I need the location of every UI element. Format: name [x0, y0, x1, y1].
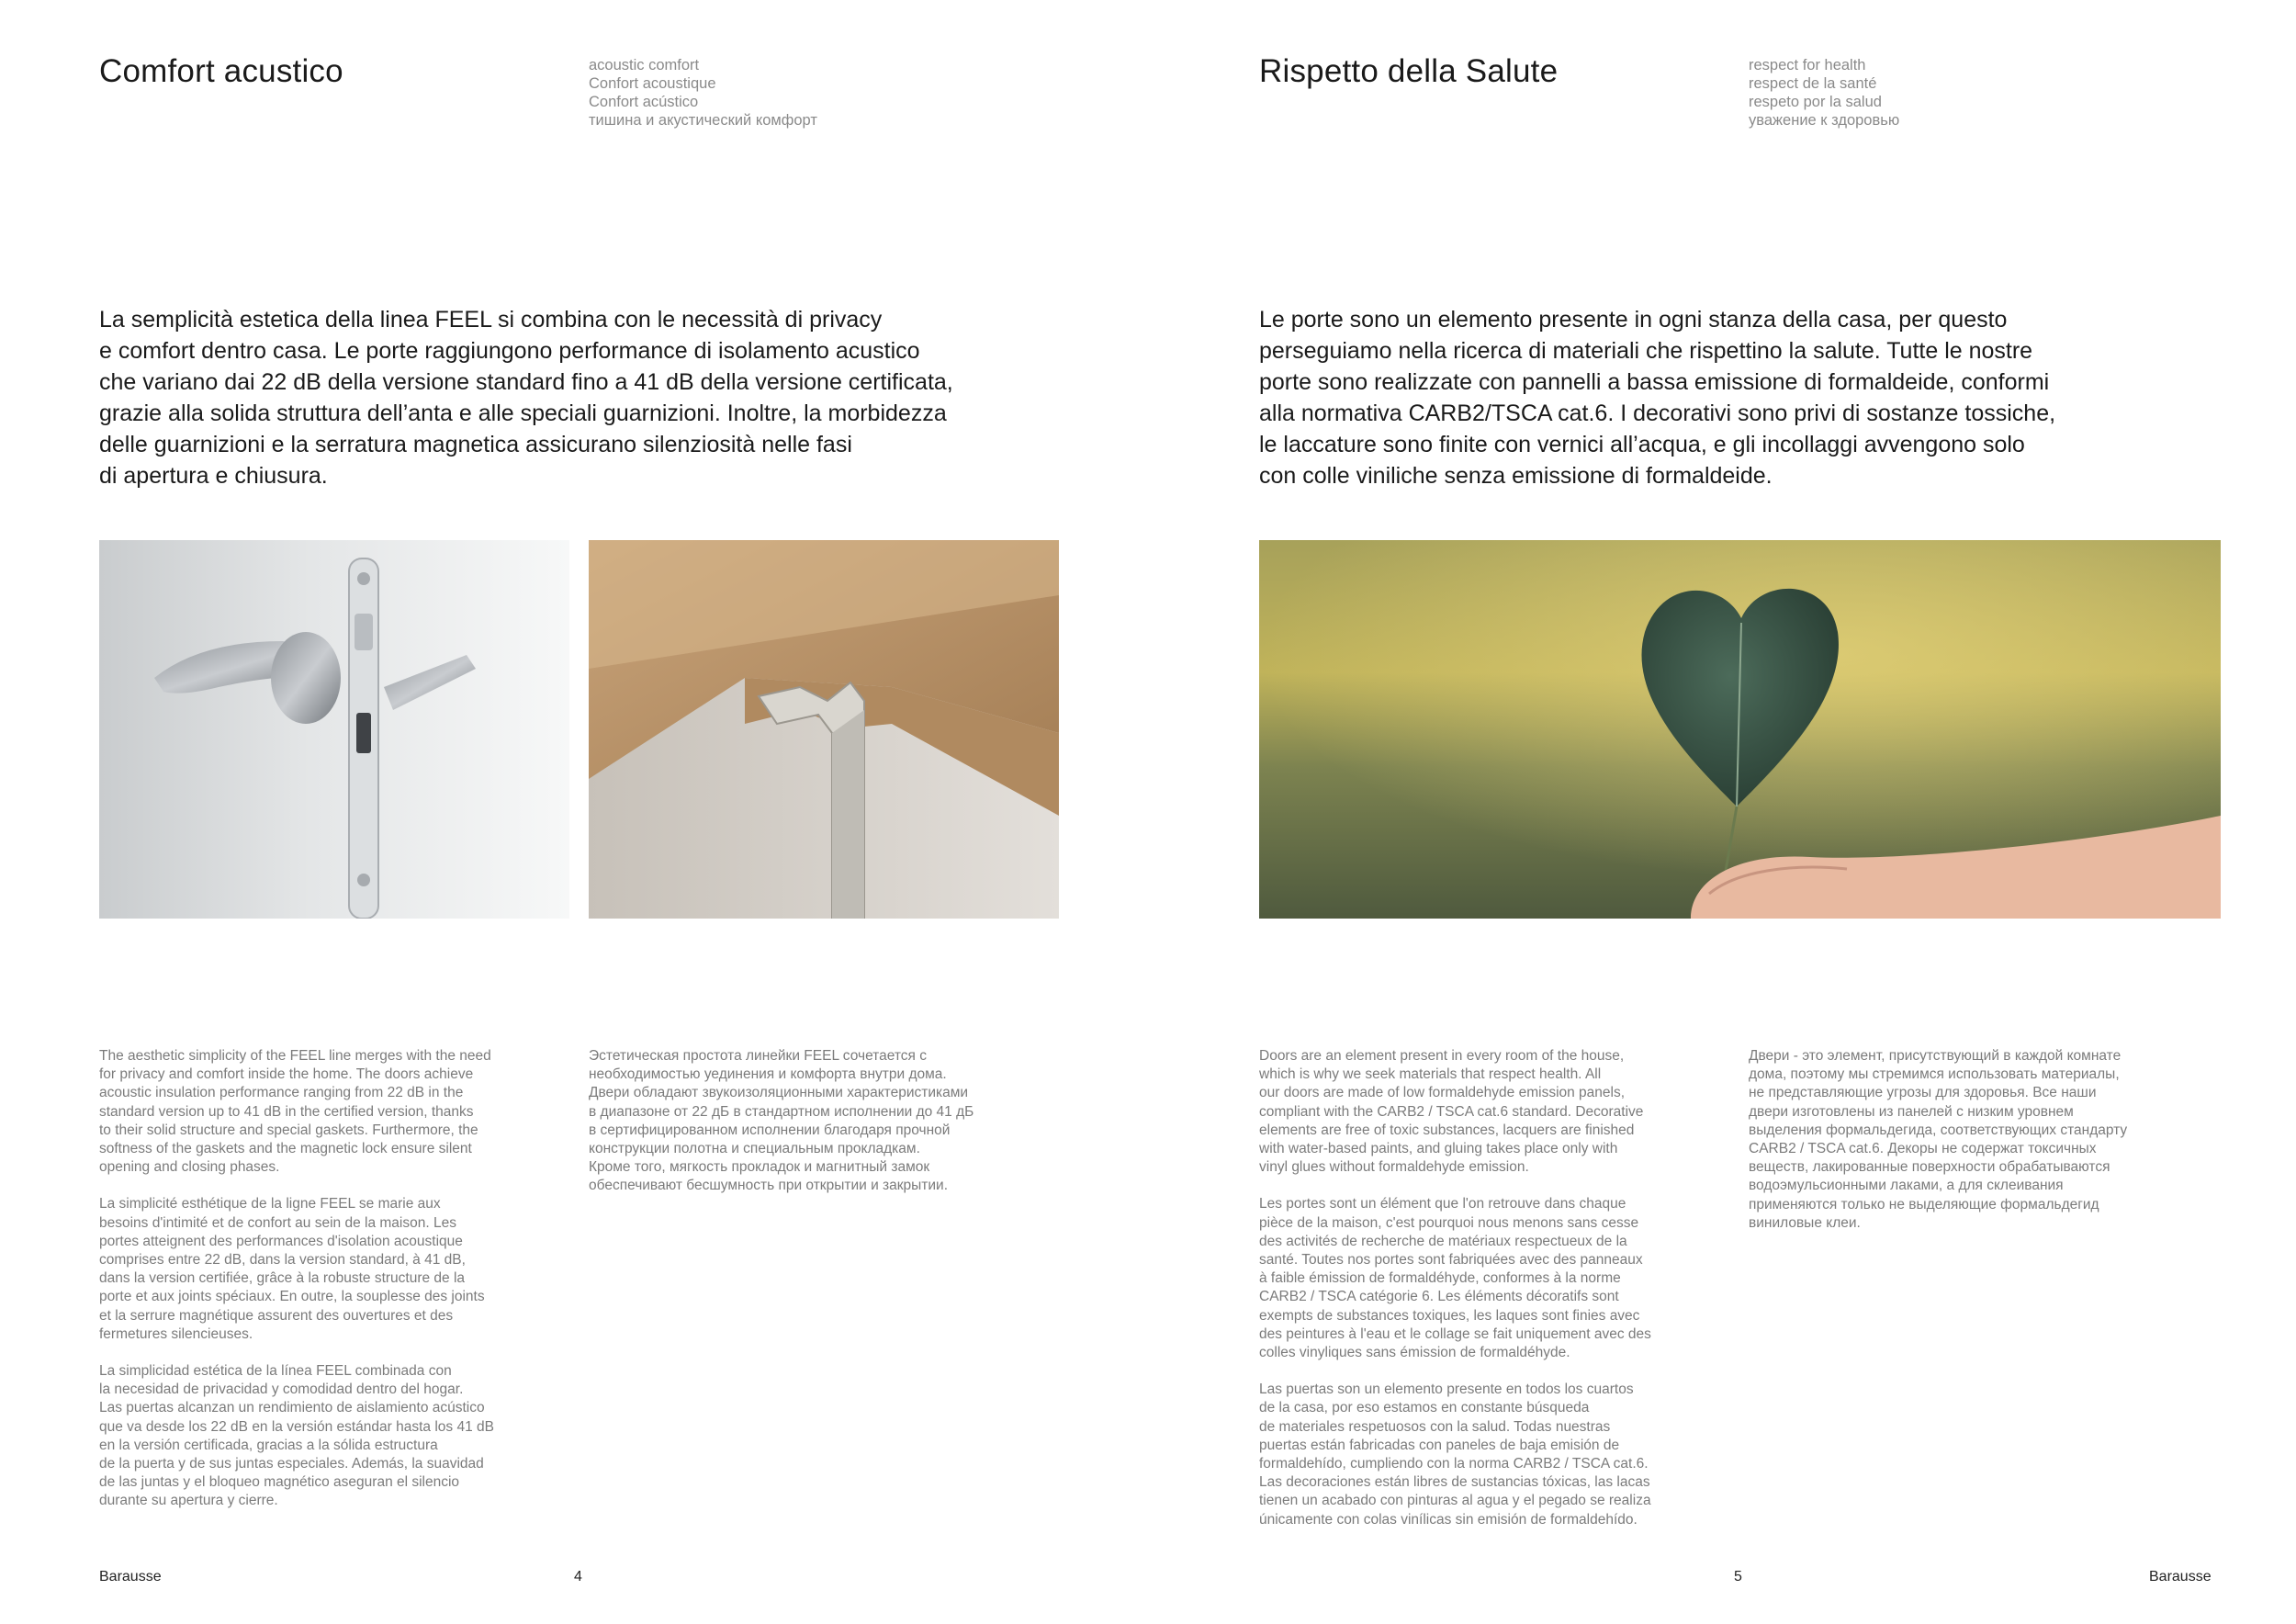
paragraph-ru: Эстетическая простота линейки FEEL сочетается с необходимостью уединения и комфорта внутри дома. Двери обладают звукоизоляционными характеристиками в диапазоне от 22 дБ в стандартном исполнении до 41 дБ в сертифицированном исполнении благодаря прочной конструкции полотна и специальным прокладкам. Кроме того, мягкость прокладок и магнитный замок обеспечивают бесшумность при открытии и закрытии.: [589, 1048, 974, 1194]
subtitle-es: Confort acústico: [589, 94, 699, 110]
lead-line: che variano dai 22 dB della versione standard fino a 41 dB della versione certificata,: [99, 369, 953, 395]
subtitle-es: respeto por la salud: [1749, 94, 1882, 110]
subtitle-fr: respect de la santé: [1749, 75, 1877, 92]
paragraph-fr: Les portes sont un élément que l'on retrouve dans chaque pièce de la maison, c'est pourquoi nous menons sans cesse des activités de recherche de matériaux respectueux de la santé. Toutes nos portes sont fabriquées avec des panneaux à faible émission de formaldéhyde, conformes à la norme CARB2 / TSCA catégorie 6. Les éléments décoratifs sont exempts de substances toxiques, les laques sont finies avec des peintures à l'eau et le collage se fait uniquement avec des colles vinyliques sans émission de formaldéhyde.: [1259, 1196, 1651, 1361]
right-text-column-2: [1749, 1047, 2219, 1251]
lead-line: le laccature sono finite con vernici all’acqua, e gli incollaggi avvengono solo: [1259, 432, 2025, 457]
paragraph-en: The aesthetic simplicity of the FEEL line merges with the need for privacy and comfort inside the home. The doors achieve acoustic insulation performance ranging from 22 dB in the standard version up to 41 dB in the certified version, thanks to their solid structure and special gaskets. Furthermore, the softness of the gaskets and the magnetic lock ensure silent opening and closing phases.: [99, 1048, 491, 1176]
footer-brand-left: Barausse: [99, 1569, 162, 1585]
heart-leaf-photo: [1259, 540, 2221, 919]
paragraph-es: Las puertas son un elemento presente en todos los cuartos de la casa, por eso estamos en constante búsqueda de materiales respetuosos con la salud. Todas nuestras puertas están fabricadas con paneles de baja emisión de formaldehído, cumpliendo con la norma CARB2 / TSCA cat.6. Las decoraciones están libres de sustancias tóxicas, las lacas tienen un acabado con pinturas al agua y el pegado se realiza únicamente con colas vinílicas sin emisión de formaldehído.: [1259, 1382, 1651, 1528]
subtitle-ru: тишина и акустический комфорт: [589, 112, 817, 129]
subtitle-ru: уважение к здоровью: [1749, 112, 1900, 129]
door-handle-photo: [99, 540, 569, 919]
paragraph-ru: Двери - это элемент, присутствующий в каждой комнате дома, поэтому мы стремимся использовать материалы, не представляющие угрозы для здоровья. Все наши двери изготовлены из панелей с низким уровнем выделения формальдегида, соответствующих стандарту CARB2 / TSCA cat.6. Декоры не содержат токсичных веществ, лакированные поверхности обрабатываются водоэмульсионными лаками, а для склеивания применяются только не выделяющие формальдегид виниловые клеи.: [1749, 1048, 2128, 1231]
right-text-column-1: [1259, 1047, 1729, 1548]
right-page-title: Rispetto della Salute: [1259, 53, 1559, 89]
left-text-column-2: [589, 1047, 1059, 1214]
lead-line: e comfort dentro casa. Le porte raggiungono performance di isolamento acustico: [99, 338, 920, 364]
paragraph-en: Doors are an element present in every room of the house, which is why we seek materials that respect health. All our doors are made of low formaldehyde emission panels, compliant with the CARB2 / TSCA cat.6 standard. Decorative elements are free of toxic substances, lacquers are finished with water-based paints, and gluing takes place only with vinyl glues without formaldehyde emission.: [1259, 1048, 1644, 1176]
lead-line: La semplicità estetica della linea FEEL si combina con le necessità di privacy: [99, 307, 883, 333]
paragraph-es: La simplicidad estética de la línea FEEL combinada con la necesidad de privacidad y comodidad dentro del hogar. Las puertas alcanzan un rendimiento de aislamiento acústico que va desde los 22 dB en la versión estándar hasta los 41 dB en la versión certificada, gracias a la sólida estructura de la puerta y de sus juntas especiales. Además, la suavidad de las juntas y el bloqueo magnético aseguran el silencio durante su apertura y cierre.: [99, 1363, 494, 1509]
lead-line: con colle viniliche senza emissione di formaldeide.: [1259, 463, 1773, 489]
left-text-column-1: [99, 1047, 569, 1529]
lead-line: grazie alla solida struttura dell’anta e alle speciali guarnizioni. Inoltre, la morbidezza: [99, 400, 947, 426]
lead-line: di apertura e chiusura.: [99, 463, 328, 489]
lead-line: porte sono realizzate con pannelli a bassa emissione di formaldeide, conformi: [1259, 369, 2050, 395]
left-page-subtitles: [589, 56, 817, 130]
lead-line: Le porte sono un elemento presente in ogni stanza della casa, per questo: [1259, 307, 2008, 333]
subtitle-fr: Confort acoustique: [589, 75, 716, 92]
left-page-title: Comfort acustico: [99, 53, 343, 89]
page-number-left: 4: [574, 1569, 582, 1585]
right-lead-paragraph: [1259, 304, 2233, 491]
subtitle-en: respect for health: [1749, 57, 1866, 73]
lead-line: delle guarnizioni e la serratura magnetica assicurano silenziosità nelle fasi: [99, 432, 852, 457]
paragraph-fr: La simplicité esthétique de la ligne FEEL se marie aux besoins d'intimité et de confort au sein de la maison. Les portes atteignent des performances d'isolation acoustique comprises entre 22 dB, dans la version standard, à 41 dB, dans la version certifiée, grâce à la robuste structure de la porte et aux joints spéciaux. En outre, la souplesse des joints et la serrure magnétique assurent des ouvertures et des fermetures silencieuses.: [99, 1196, 485, 1342]
left-lead-paragraph: [99, 304, 1073, 491]
subtitle-en: acoustic comfort: [589, 57, 700, 73]
lead-line: perseguiamo nella ricerca di materiali che rispettino la salute. Tutte le nostre: [1259, 338, 2033, 364]
lead-line: alla normativa CARB2/TSCA cat.6. I decorativi sono privi di sostanze tossiche,: [1259, 400, 2056, 426]
door-gasket-photo: [589, 540, 1059, 919]
page-number-right: 5: [1734, 1569, 1742, 1585]
footer-brand-right: Barausse: [2149, 1569, 2212, 1585]
right-page-subtitles: [1749, 56, 1899, 130]
